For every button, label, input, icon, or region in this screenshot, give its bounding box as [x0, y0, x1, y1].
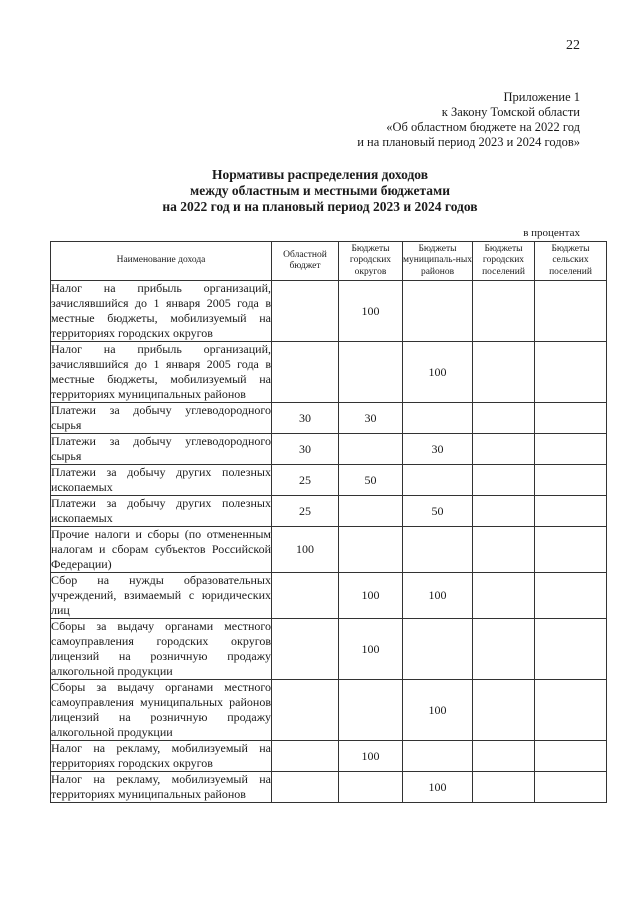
value-cell — [535, 403, 607, 434]
value-cell — [272, 342, 339, 403]
value-cell: 25 — [272, 496, 339, 527]
value-cell — [535, 281, 607, 342]
value-cell — [473, 619, 535, 680]
value-cell: 50 — [339, 465, 403, 496]
title-line: на 2022 год и на плановый период 2023 и 2024 годов — [162, 199, 478, 214]
value-cell — [272, 741, 339, 772]
value-cell: 30 — [403, 434, 473, 465]
value-cell — [535, 434, 607, 465]
table-body — [51, 281, 607, 803]
value-cell — [403, 403, 473, 434]
value-cell — [339, 772, 403, 803]
value-cell: 100 — [272, 527, 339, 573]
value-cell — [403, 619, 473, 680]
value-cell — [403, 465, 473, 496]
value-cell — [473, 496, 535, 527]
table-row — [51, 527, 607, 573]
table-row — [51, 619, 607, 680]
table-row — [51, 573, 607, 619]
value-cell — [272, 772, 339, 803]
appendix-header — [260, 90, 580, 150]
value-cell: 100 — [339, 741, 403, 772]
value-cell — [535, 680, 607, 741]
value-cell — [535, 496, 607, 527]
income-name-cell: Платежи за добычу других полезных ископаемых — [51, 465, 271, 494]
table-row — [51, 772, 607, 803]
value-cell: 100 — [403, 680, 473, 741]
income-name-cell: Платежи за добычу углеводородного сырья — [51, 434, 271, 463]
table-row — [51, 434, 607, 465]
income-name-cell: Сборы за выдачу органами местного самоуправления муниципальных районов лицензий на розничную продажу алкогольной продукции — [51, 680, 271, 739]
value-cell — [473, 434, 535, 465]
table-row — [51, 403, 607, 434]
value-cell: 100 — [403, 342, 473, 403]
column-header: Бюджеты сельских поселений — [535, 242, 607, 281]
value-cell — [535, 772, 607, 803]
value-cell — [535, 465, 607, 496]
income-name-cell: Налог на рекламу, мобилизуемый на территориях муниципальных районов — [51, 772, 271, 801]
value-cell: 100 — [339, 619, 403, 680]
value-cell — [535, 741, 607, 772]
value-cell — [535, 573, 607, 619]
value-cell — [535, 527, 607, 573]
income-name-cell: Налог на прибыль организаций, зачислявшийся до 1 января 2005 года в местные бюджеты, мобилизуемый на территориях муниципальных районов — [51, 342, 271, 401]
column-header: Бюджеты муниципаль-ных районов — [403, 242, 473, 281]
value-cell — [473, 741, 535, 772]
value-cell: 100 — [403, 573, 473, 619]
appendix-line: «Об областном бюджете на 2022 год — [386, 120, 580, 134]
title-line: между областным и местными бюджетами — [190, 183, 450, 198]
value-cell — [473, 680, 535, 741]
value-cell — [535, 342, 607, 403]
value-cell — [473, 403, 535, 434]
value-cell — [473, 281, 535, 342]
value-cell — [473, 465, 535, 496]
income-name-cell: Налог на прибыль организаций, зачислявшийся до 1 января 2005 года в местные бюджеты, мобилизуемый на территориях городских округов — [51, 281, 271, 340]
table-row — [51, 680, 607, 741]
income-name-cell: Налог на рекламу, мобилизуемый на территориях городских округов — [51, 741, 271, 770]
column-header: Бюджеты городских округов — [339, 242, 403, 281]
value-cell: 30 — [272, 403, 339, 434]
column-header: Бюджеты городских поселений — [473, 242, 535, 281]
value-cell: 100 — [339, 573, 403, 619]
value-cell — [339, 496, 403, 527]
value-cell: 50 — [403, 496, 473, 527]
revenue-distribution-table — [50, 241, 607, 803]
value-cell: 30 — [272, 434, 339, 465]
table-row — [51, 342, 607, 403]
units-label: в процентах — [523, 227, 580, 239]
table-row — [51, 465, 607, 496]
table-row — [51, 496, 607, 527]
title-line: Нормативы распределения доходов — [211, 167, 429, 182]
value-cell — [473, 527, 535, 573]
value-cell — [272, 680, 339, 741]
income-name-cell: Платежи за добычу углеводородного сырья — [51, 403, 271, 432]
value-cell — [339, 342, 403, 403]
value-cell — [535, 619, 607, 680]
value-cell — [272, 619, 339, 680]
column-header: Наименование дохода — [51, 242, 272, 281]
value-cell — [403, 741, 473, 772]
value-cell — [272, 573, 339, 619]
value-cell — [473, 342, 535, 403]
value-cell — [403, 281, 473, 342]
value-cell: 25 — [272, 465, 339, 496]
value-cell — [473, 772, 535, 803]
value-cell — [339, 680, 403, 741]
table-header-row — [51, 242, 607, 281]
table-row — [51, 281, 607, 342]
value-cell: 100 — [339, 281, 403, 342]
page-number: 22 — [566, 38, 580, 53]
appendix-line: и на плановый период 2023 и 2024 годов» — [357, 135, 580, 149]
income-name-cell: Платежи за добычу других полезных ископаемых — [51, 496, 271, 525]
value-cell — [339, 527, 403, 573]
value-cell — [272, 281, 339, 342]
document-title — [0, 167, 640, 215]
value-cell: 30 — [339, 403, 403, 434]
value-cell: 100 — [403, 772, 473, 803]
income-name-cell: Прочие налоги и сборы (по отмененным налогам и сборам субъектов Российской Федерации) — [51, 527, 271, 571]
value-cell — [473, 573, 535, 619]
appendix-line: к Закону Томской области — [441, 105, 580, 119]
column-header: Областной бюджет — [272, 242, 339, 281]
value-cell — [403, 527, 473, 573]
table-row — [51, 741, 607, 772]
income-name-cell: Сборы за выдачу органами местного самоуправления городских округов лицензий на розничную продажу алкогольной продукции — [51, 619, 271, 678]
income-name-cell: Сбор на нужды образовательных учреждений, взимаемый с юридических лиц — [51, 573, 271, 617]
appendix-line: Приложение 1 — [503, 90, 580, 104]
value-cell — [339, 434, 403, 465]
